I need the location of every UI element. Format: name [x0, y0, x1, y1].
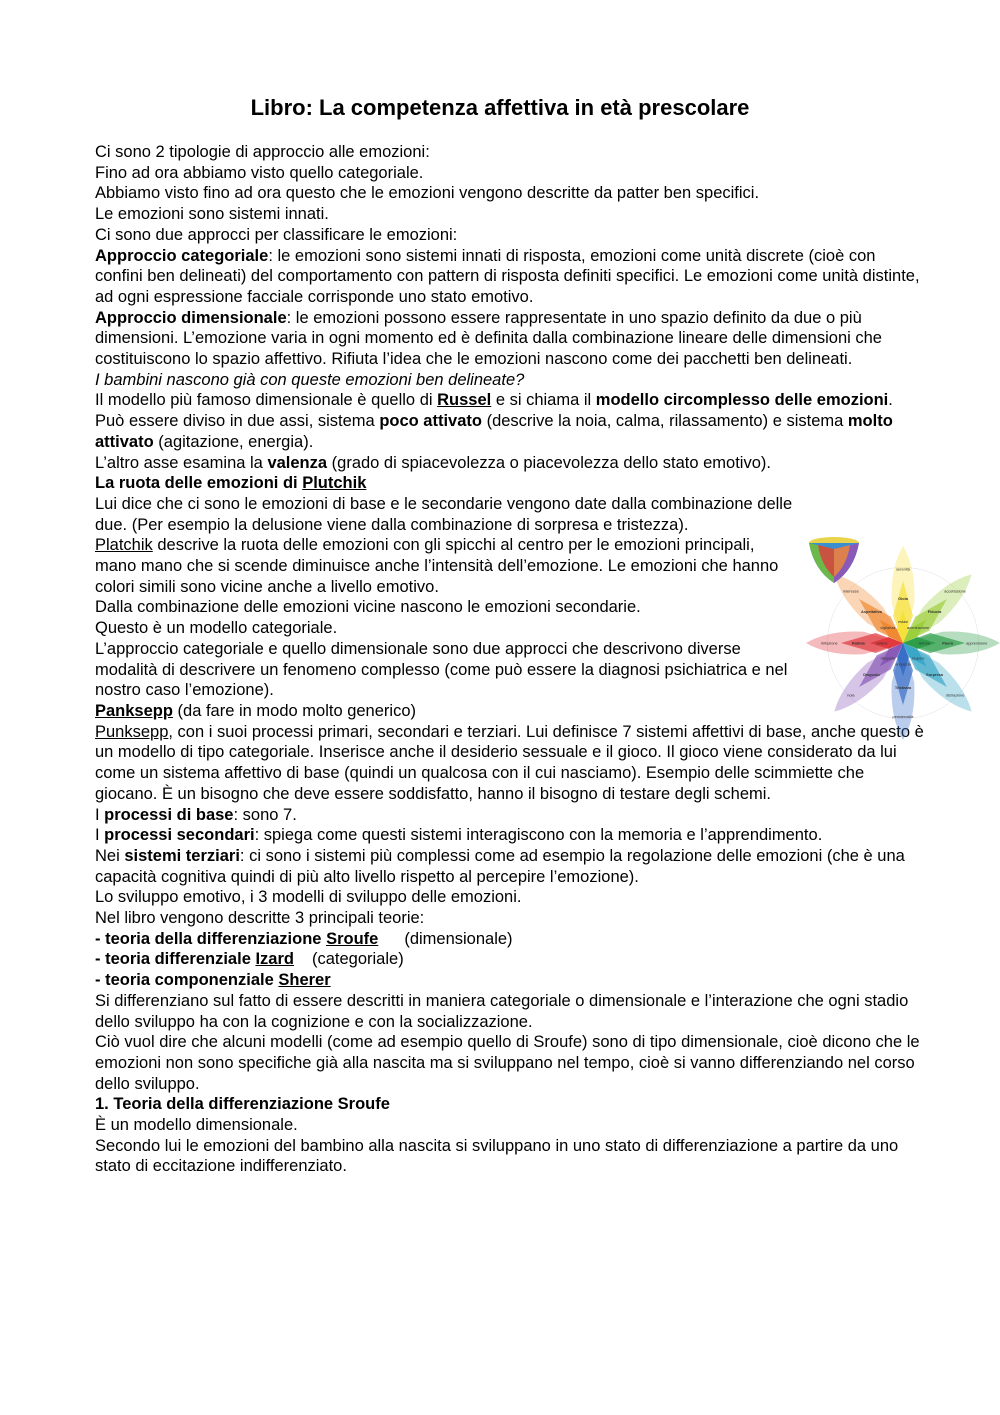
- wheel-label: Disgusto: [863, 671, 880, 677]
- theory-item: [95, 949, 925, 970]
- term-secondary: processi secondari: [104, 826, 255, 845]
- theory-item: [95, 970, 925, 991]
- text: (categoriale): [311, 950, 404, 969]
- heading-text: 1. Teoria della differenziazione Sroufe: [95, 1095, 390, 1114]
- page-title: Libro: La competenza affettiva in età prescolare: [250, 95, 750, 120]
- theory-item: [95, 929, 925, 950]
- wheel-label: stupore: [911, 655, 925, 661]
- paragraph: Le emozioni sono sistemi innati.: [95, 205, 329, 224]
- text: e si chiama il: [491, 391, 596, 410]
- text: .: [888, 391, 893, 410]
- term-dimensional: Approccio dimensionale: [95, 308, 287, 327]
- wheel-label: terrore: [918, 640, 931, 646]
- paragraph-axes: [95, 411, 925, 452]
- question-text: I bambini nascono già con queste emozioni ben delineate?: [95, 370, 525, 389]
- term-tertiary: sistemi terziari: [124, 846, 240, 865]
- heading-text: La ruota delle emozioni di: [95, 474, 303, 493]
- question: [95, 370, 925, 391]
- paragraph: Secondo lui le emozioni del bambino alla nascita si sviluppano in uno stato di differenziazione a partire da uno stato di eccitazione indifferenziato.: [95, 1136, 899, 1176]
- paragraph-platchik: [95, 535, 795, 597]
- paragraph: È un modello dimensionale.: [95, 1116, 298, 1135]
- term-low-activation: poco attivato: [379, 412, 482, 431]
- text: : le emozioni sono sistemi innati di risposta, emozioni come unità discrete (cioè con confini ben delineati) del comportamento con pattern di risposta definiti specifici. Le emozioni come unità distinte, ad ogni espressione facciale corrisponde uno stato emotivo.: [95, 246, 920, 306]
- wheel-label: accettazione: [944, 588, 966, 594]
- wheel-label: vigilanza: [880, 625, 896, 631]
- text: (descrive la noia, calma, rilassamento) e sistema: [482, 412, 848, 431]
- text: descrive la ruota delle emozioni con gli spicchi al centro per le emozioni principali, mano mano che si scende diminuisce anche l’intensità dell’emozione. Le emozioni che hanno colori simili sono vicine anche a livello emotivo.: [95, 536, 779, 596]
- paragraph: Ci sono 2 tipologie di approccio alle emozioni:: [95, 143, 430, 161]
- wheel-label: distrazione: [945, 692, 965, 698]
- section-heading: [95, 1094, 925, 1115]
- wheel-label: Aspettativa: [861, 608, 882, 614]
- wheel-label: angoscia: [895, 661, 911, 667]
- paragraph-dimensional: [95, 308, 925, 370]
- wheel-label: Sorpresa: [926, 671, 943, 677]
- wheel-label: disgusto: [880, 655, 896, 661]
- paragraph: Ciò vuol dire che alcuni modelli (come ad esempio quello di Sroufe) sono di tipo dimensionale, cioè dicono che le emozioni non sono specifiche già alla nascita ma si sviluppano nel tempo, cioè si vanno differenziando nel corso dello sviluppo.: [95, 1033, 920, 1093]
- term-high-activation: molto attivato: [95, 412, 893, 451]
- text: - teoria componenziale: [95, 971, 279, 990]
- text: , con i suoi processi primari, secondari e terziari. Lui definisce 7 sistemi affettivi di base, anche questo è un modello di tipo categoriale. Inserisce anche il desiderio sessuale e il gioco. Il gioco viene considerato da lui come un sistema affettivo di base (quindi un qualcosa con il cui nasciamo). Esempio delle scimmiette che giocano. È un bisogno che deve essere soddisfatto, hanno il bisogno di testare degli schemi.: [95, 722, 924, 803]
- wheel-label: Paura: [942, 640, 954, 646]
- text: Il modello più famoso dimensionale è quello di: [95, 391, 438, 410]
- paragraph: Nel libro vengono descritte 3 principali teorie:: [95, 909, 425, 928]
- wheel-label: serenità: [896, 566, 910, 572]
- wheel-label: Rabbia: [851, 640, 865, 646]
- heading-panksepp: [95, 701, 925, 722]
- heading-plutchik: [95, 473, 925, 494]
- name-plutchik: Plutchik: [302, 474, 367, 493]
- term-circumplex: modello circomplesso delle emozioni: [595, 391, 889, 410]
- wheel-label: noia: [847, 692, 855, 698]
- text: I: [95, 826, 105, 845]
- text: (agitazione, energia).: [153, 432, 314, 451]
- name-punksepp: Punksepp: [95, 722, 169, 741]
- paragraph: Abbiamo visto fino ad ora questo che le emozioni vengono descritte da patter ben specifici.: [95, 184, 760, 203]
- name-sroufe: Sroufe: [326, 929, 379, 948]
- name-panksepp: Panksepp: [95, 701, 173, 720]
- paragraph: Lui dice che ci sono le emozioni di base e le secondarie vengono date dalla combinazione delle due. (Per esempio la delusione viene dalla combinazione di sorpresa e tristezza).: [95, 494, 793, 534]
- text: (da fare in modo molto generico): [172, 701, 416, 720]
- paragraph: [95, 825, 925, 846]
- wheel-label: collera: [875, 640, 888, 646]
- wheel-label: irritazione: [820, 640, 838, 646]
- wheel-label: apprensione: [966, 640, 988, 646]
- paragraph: Questo è un modello categoriale.: [95, 619, 338, 638]
- wheel-label: ammirazione: [907, 625, 930, 631]
- text: L’altro asse esamina la: [95, 453, 268, 472]
- wheel-label: Gioia: [898, 595, 908, 601]
- text: Può essere diviso in due assi, sistema: [95, 412, 380, 431]
- text: : le emozioni possono essere rappresentate in uno spazio definito da due o più dimensioni. L’emozione varia in ogni momento ed è definita dalla combinazione lineare delle dimensioni che costituiscono lo spazio affettivo. Rifiuta l’idea che le emozioni nascono come dei pacchetti ben delineati.: [95, 308, 882, 369]
- wheel-label: pensierosità: [892, 714, 914, 720]
- text: Nei: [95, 846, 125, 865]
- text: - teoria della differenziazione: [95, 929, 327, 948]
- paragraph-valence: [95, 453, 795, 474]
- term-categorical: Approccio categoriale: [95, 246, 269, 265]
- paragraph: Si differenziano sul fatto di essere descritti in maniera categoriale o dimensionale e l’interazione che ogni stadio dello sviluppo ha con la cognizione e con la socializzazione.: [95, 991, 909, 1031]
- term-valence: valenza: [267, 453, 328, 472]
- wheel-label: estasi: [897, 619, 909, 625]
- paragraph: [95, 805, 925, 826]
- text: (grado di spiacevolezza o piacevolezza dello stato emotivo).: [327, 453, 771, 472]
- text: : ci sono i sistemi più complessi come ad esempio la regolazione delle emozioni (che è una capacità cognitiva quindi di più alto livello rispetto al percepire l’emozione).: [95, 846, 905, 886]
- paragraph: L’approccio categoriale e quello dimensionale sono due approcci che descrivono diverse modalità di descrivere un fenomeno complesso (come può essere la diagnosi psichiatrica e nel nostro caso l’emozione).: [95, 639, 788, 700]
- paragraph-categorical: [95, 246, 925, 308]
- name-platchik: Platchik: [95, 536, 153, 555]
- wheel-label: Fiducia: [927, 608, 942, 614]
- term-base: processi di base: [104, 805, 234, 824]
- plutchik-cone-svg: [806, 535, 862, 585]
- name-russel: Russel: [437, 391, 492, 410]
- paragraph: Lo sviluppo emotivo, i 3 modelli di sviluppo delle emozioni.: [95, 888, 522, 907]
- wheel-label: interesse: [843, 588, 859, 594]
- text: : sono 7.: [233, 805, 297, 824]
- text: - teoria differenziale: [95, 950, 256, 969]
- name-izard: Izard: [255, 950, 294, 969]
- name-sherer: Sherer: [278, 971, 331, 990]
- paragraph: [95, 846, 925, 887]
- paragraph: Dalla combinazione delle emozioni vicine nascono le emozioni secondarie.: [95, 598, 641, 617]
- text: (dimensionale): [404, 929, 513, 948]
- text: I: [95, 805, 105, 824]
- paragraph-punksepp: [95, 722, 925, 805]
- text: : spiega come questi sistemi interagiscono con la memoria e l’apprendimento.: [254, 826, 823, 845]
- wheel-label: Tristezza: [894, 684, 912, 690]
- paragraph-russel: [95, 390, 925, 411]
- document-body: [95, 142, 925, 1177]
- paragraph: Ci sono due approcci per classificare le emozioni:: [95, 225, 458, 244]
- plutchik-cone-image: [806, 535, 862, 585]
- paragraph: Fino ad ora abbiamo visto quello categoriale.: [95, 163, 424, 182]
